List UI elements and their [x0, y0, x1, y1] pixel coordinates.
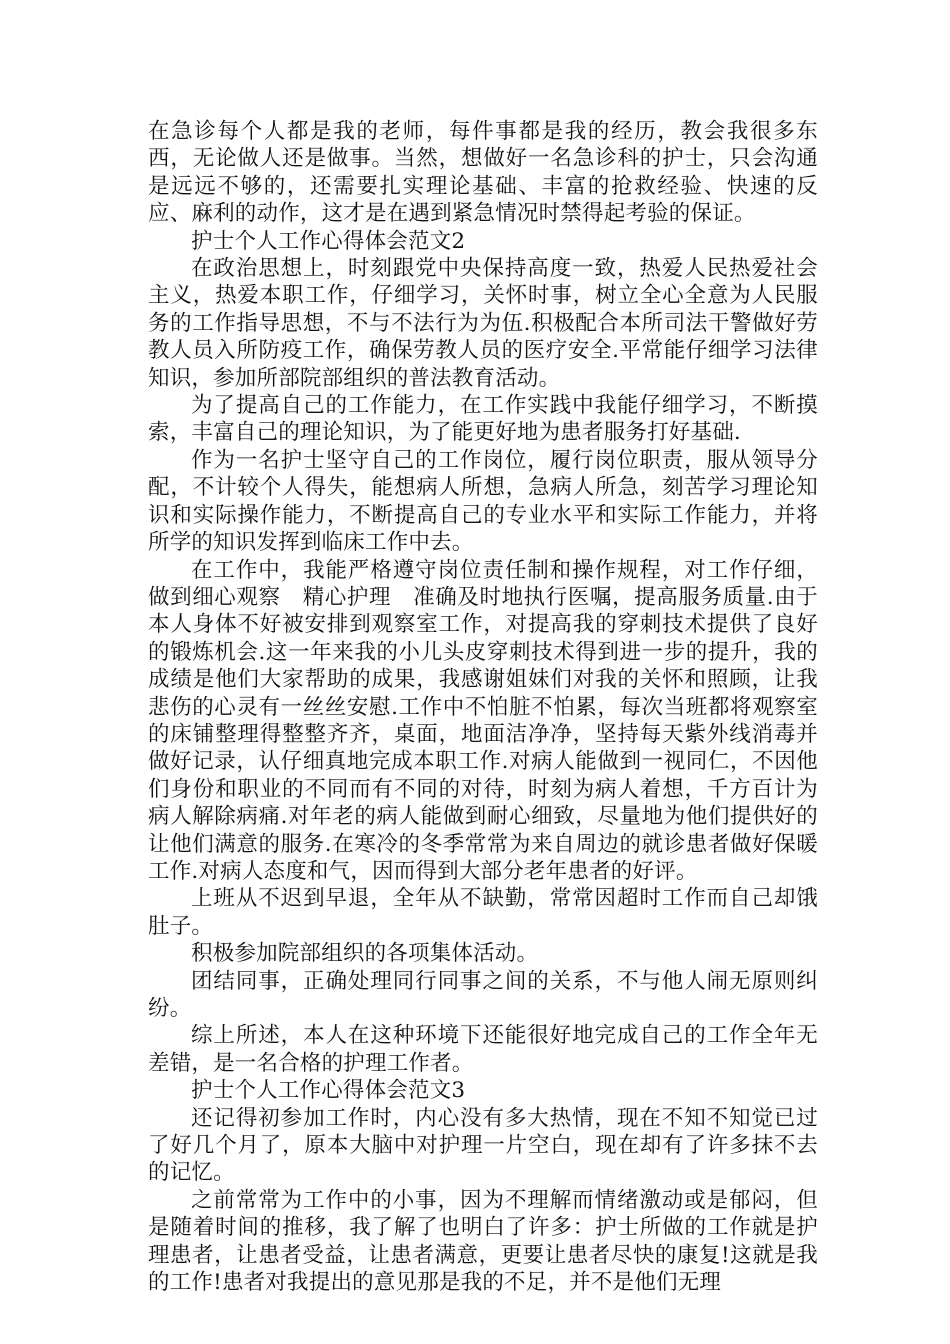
paragraph: 积极参加院部组织的各项集体活动。: [191, 941, 539, 967]
paragraph: 为了提高自己的工作能力，在工作实践中我能仔细学习，不断摸索，丰富自己的理论知识，为了能更好地为患者服务打好基础.: [148, 393, 818, 446]
section-heading: 护士个人工作心得体会范文3: [191, 1078, 466, 1104]
paragraph: 上班从不迟到早退，全年从不缺勤，常常因超时工作而自己却饿肚子。: [148, 886, 818, 939]
paragraph: 之前常常为工作中的小事，因为不理解而情绪激动或是郁闷，但是随着时间的推移，我了解了也明白了许多：护士所做的工作就是护理患者，让患者受益，让患者满意，更要让患者尽快的康复!这就是我的工作!患者对我提出的意见那是我的不足，并不是他们无理: [148, 1187, 818, 1296]
paragraph: 作为一名护士坚守自己的工作岗位，履行岗位职责，服从领导分配，不计较个人得失，能想病人所想，急病人所急，刻苦学习理论知识和实际操作能力，不断提高自己的专业水平和实际工作能力，并将所学的知识发挥到临床工作中去。: [148, 447, 818, 556]
document-page: [148, 118, 818, 1296]
paragraph: 在政治思想上，时刻跟党中央保持高度一致，热爱人民热爱社会主义，热爱本职工作，仔细学习，关怀时事，树立全心全意为人民服务的工作指导思想，不与不法行为为伍.积极配合本所司法干警做好劳教人员入所防疫工作，确保劳教人员的医疗安全.平常能仔细学习法律知识，参加所部院部组织的普法教育活动。: [148, 256, 818, 391]
paragraph: 团结同事，正确处理同行同事之间的关系，不与他人闹无原则纠纷。: [148, 968, 818, 1021]
paragraph: 在工作中，我能严格遵守岗位责任制和操作规程，对工作仔细，做到细心观察 精心护理 准确及时地执行医嘱，提高服务质量.由于本人身体不好被安排到观察室工作，对提高我的穿刺技术提供了良好的锻炼机会.这一年来我的小儿头皮穿刺技术得到进一步的提升，我的成绩是他们大家帮助的成果，我感谢姐妹们对我的关怀和照顾，让我悲伤的心灵有一丝丝安慰.工作中不怕脏不怕累，每次当班都将观察室的床铺整理得整整齐齐，桌面，地面洁净净，坚持每天紫外线消毒并做好记录，认仔细真地完成本职工作.对病人能做到一视同仁，不因他们身份和职业的不同而有不同的对待，时刻为病人着想，千方百计为病人解除病痛.对年老的病人能做到耐心细致，尽量地为他们提供好的让他们满意的服务.在寒冷的冬季常常为来自周边的就诊患者做好保暖工作.对病人态度和气，因而得到大部分老年患者的好评。: [148, 557, 818, 884]
paragraph: 还记得初参加工作时，内心没有多大热情，现在不知不知觉已过了好几个月了，原本大脑中对护理一片空白，现在却有了许多抹不去的记忆。: [148, 1105, 818, 1186]
section-heading: 护士个人工作心得体会范文2: [191, 228, 466, 254]
paragraph: 在急诊每个人都是我的老师，每件事都是我的经历，教会我很多东西，无论做人还是做事。当然，想做好一名急诊科的护士，只会沟通是远远不够的，还需要扎实理论基础、丰富的抢救经验、快速的反应、麻利的动作，这才是在遇到紧急情况时禁得起考验的保证。: [148, 119, 818, 227]
paragraph: 综上所述，本人在这种环境下还能很好地完成自己的工作全年无差错，是一名合格的护理工作者。: [148, 1023, 818, 1076]
